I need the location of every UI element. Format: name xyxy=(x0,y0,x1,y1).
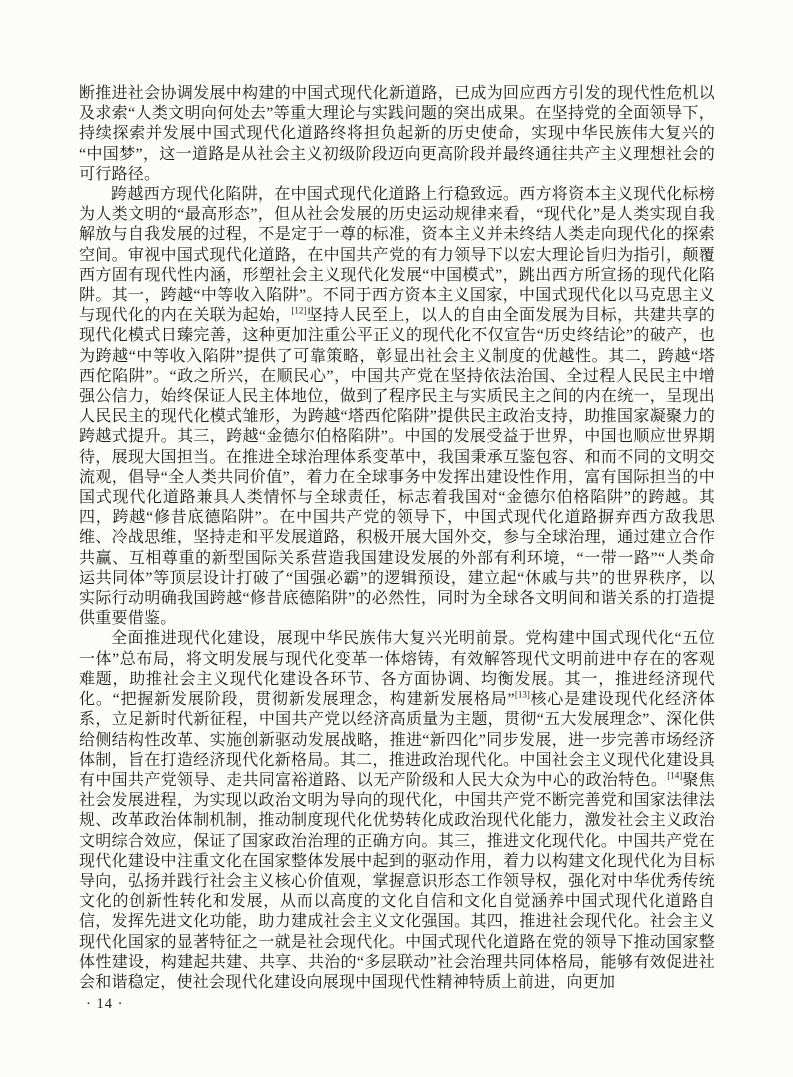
page-number: · 14 · xyxy=(86,996,124,1012)
paragraph xyxy=(79,84,715,185)
footnote-marker: [14] xyxy=(667,770,683,781)
text-run: 聚焦社会发展进程，为实现以政治文明为导向的现代化，中国共产党不断完善党和国家法律法规、改革政治体制机制，推动制度现代化优势转化成政治现代化能力，激发社会主义政治文明综合效应，保证了国家政治治理的正确方向。其三，推进文化现代化。中国共产党在现代化建设中注重文化在国家整体发展中起到的驱动作用，着力以构建文化现代化为目标导向，弘扬并践行社会主义核心价值观，掌握意识形态工作领导权，强化对中华优秀传统文化的创新性转化和发展，从而以高度的文化自信和文化自觉涵养中国式现代化道路自信，发挥先进文化功能，助力建成社会主义文化强国。其四，推进社会现代化。社会主义现代化国家的显著特征之一就是社会现代化。中国式现代化道路在党的领导下推动国家整体性建设，构建起共建、共享、共治的“多层联动”社会治理共同体格局，能够有效促进社会和谐稳定，使社会现代化建设向展现中国现代性精神特质上前进，向更加 xyxy=(79,771,715,991)
paragraph xyxy=(79,185,715,629)
body-text xyxy=(79,84,715,993)
footnote-marker: [13] xyxy=(514,689,530,700)
paragraph xyxy=(79,629,715,993)
text-run: 坚持人民至上，以人的自由全面发展为目标，共建共享的现代化模式日臻完善，这种更加注重公平正义的现代化不仅宣告“历史终结论”的破产，也为跨越“中等收入陷阱”提供了可靠策略，彰显出社会主义制度的优越性。其二，跨越“塔西佗陷阱”。“政之所兴，在顺民心”，中国共产党在坚持依法治国、全过程人民民主中增强公信力，始终保证人民主体地位，做到了程序民主与实质民主之间的内在统一，呈现出人民民主的现代化模式雏形，为跨越“塔西佗陷阱”提供民主政治支持，助推国家凝聚力的跨越式提升。其三，跨越“金德尔伯格陷阱”。中国的发展受益于世界，中国也顺应世界期待，展现大国担当。在推进全球治理体系变革中，我国秉承互鉴包容、和而不同的文明交流观，倡导“全人类共同价值”，着力在全球事务中发挥出建设性作用，富有国际担当的中国式现代化道路兼具人类情怀与全球责任，标志着我国对“金德尔伯格陷阱”的跨越。其四，跨越“修昔底德陷阱”。在中国共产党的领导下，中国式现代化道路摒弃西方敌我思维、冷战思维，坚持走和平发展道路，积极开展大国外交，参与全球治理，通过建立合作共赢、互相尊重的新型国际关系营造我国建设发展的外部有利环境，“一带一路”“人类命运共同体”等顶层设计打破了“国强必霸”的逻辑预设，建立起“休戚与共”的世界秩序，以实际行动明确我国跨越“修昔底德陷阱”的必然性，同时为全球各文明间和谐关系的打造提供重要借鉴。 xyxy=(79,307,715,628)
footnote-marker: [12] xyxy=(291,305,307,316)
text-run: 断推进社会协调发展中构建的中国式现代化新道路，已成为回应西方引发的现代性危机以及求索“人类文明向何处去”等重大理论与实践问题的突出成果。在坚持党的全面领导下，持续探索并发展中国式现代化道路终将担负起新的历史使命，实现中华民族伟大复兴的“中国梦”，这一道路是从社会主义初级阶段迈向更高阶段并最终通往共产主义理想社会的可行路径。 xyxy=(79,85,715,183)
text-run: 核心是建设现代化经济体系，立足新时代新征程，中国共产党以经济高质量为主题，贯彻“五大发展理念”、深化供给侧结构性改革、实施创新驱动发展战略，推进“新四化”同步发展，进一步完善市场经济体制，旨在打造经济现代化新格局。其二，推进政治现代化。中国社会主义现代化建设具有中国共产党领导、走共同富裕道路、以无产阶级和人民大众为中心的政治特色。 xyxy=(79,691,715,789)
text-run: 跨越西方现代化陷阱，在中国式现代化道路上行稳致远。西方将资本主义现代化标榜为人类文明的“最高形态”，但从社会发展的历史运动规律来看，“现代化”是人类实现自我解放与自我发展的过程，不是定于一尊的标准，资本主义并未终结人类走向现代化的探索空间。审视中国式现代化道路，在中国共产党的有力领导下以宏大理论旨归为指引，颠覆西方固有现代性内涵，形塑社会主义现代化发展“中国模式”，跳出西方所宣扬的现代化陷阱。其一，跨越“中等收入陷阱”。不同于西方资本主义国家，中国式现代化以马克思主义与现代化的内在关联为起始， xyxy=(79,186,715,325)
text-run: 全面推进现代化建设，展现中华民族伟大复兴光明前景。党构建中国式现代化“五位一体”总布局，将文明发展与现代化变革一体熔铸，有效解答现代文明前进中存在的客观难题，助推社会主义现代化建设各环节、各方面协调、均衡发展。其一，推进经济现代化。“把握新发展阶段，贯彻新发展理念，构建新发展格局” xyxy=(79,630,715,709)
